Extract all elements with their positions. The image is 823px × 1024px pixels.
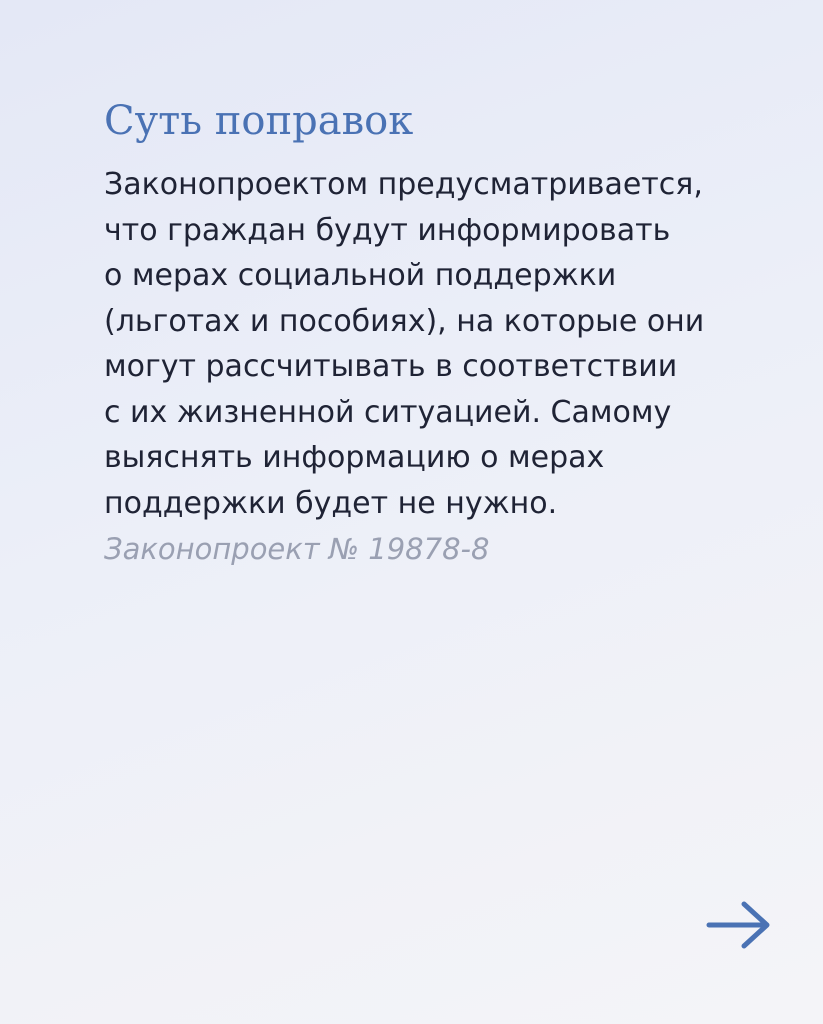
description-line: поддержки будет не нужно.	[104, 485, 558, 521]
description-line: о мерах социальной поддержки	[104, 258, 617, 293]
amendment-description	[104, 162, 784, 526]
next-slide-button[interactable]	[706, 899, 772, 951]
bill-reference: Законопроект № 19878-8	[104, 532, 490, 566]
description-line: могут рассчитывать в соответствии	[104, 349, 678, 384]
description-line: с их жизненной ситуацией. Самому	[104, 394, 672, 430]
description-line: (льготах и пособиях), на которые они	[104, 303, 705, 339]
arrow-right-icon	[706, 899, 772, 951]
description-line: что граждан будут информировать	[104, 212, 671, 248]
description-line: Законопроектом предусматривается,	[104, 167, 703, 202]
description-line: выяснять информацию о мерах	[104, 440, 605, 475]
slide-title: Суть поправок	[104, 98, 414, 144]
